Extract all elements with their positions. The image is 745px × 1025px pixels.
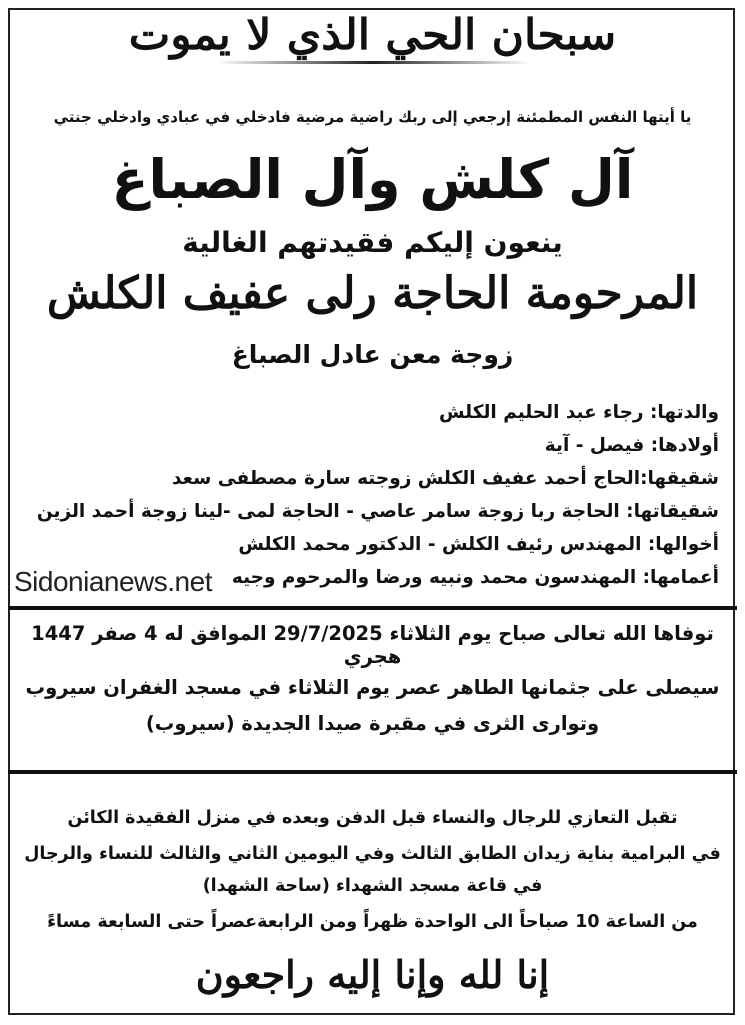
header-calligraphy: سبحان الحي الذي لا يموت [0, 10, 745, 64]
divider-top [8, 606, 737, 610]
relatives-list [14, 396, 719, 594]
prayer-line-1: سيصلى على جثمانها الطاهر عصر يوم الثلاثاء في مسجد الغفران سيروب [25, 676, 720, 699]
relative-brother: شقيقها:الحاج أحمد عفيف الكلش زوجته سارة مصطفى سعد [172, 468, 719, 489]
mourn-line: ينعون إليكم فقيدتهم الغالية [182, 226, 563, 259]
closing-verse: إنا لله وإنا إليه راجعون [195, 952, 550, 997]
relative-children: أولادها: فيصل - آية [544, 435, 719, 456]
condolence-line-1: تقبل التعازي للرجال والنساء قبل الدفن وبعده في منزل الفقيدة الكائن [67, 808, 678, 828]
relative-mother: والدتها: رجاء عبد الحليم الكلش [439, 402, 719, 423]
watermark: Sidonianews.net [14, 566, 212, 597]
relative-paternal-uncles: أعمامها: المهندسون محمد ونبيه ورضا والمرحوم وجيه [231, 567, 719, 588]
prayer-line-2: وتوارى الثرى في مقبرة صيدا الجديدة (سيروب) [145, 712, 600, 735]
family-names: آل كلش وآل الصباغ [111, 148, 634, 211]
quran-verse: يا أيتها النفس المطمئنة إرجعي إلى ربك راضية مرضية فادخلي في عبادي وادخلي جنتي [53, 108, 692, 126]
spouse-line: زوجة معن عادل الصباغ [231, 340, 514, 369]
condolence-line-4: من الساعة 10 صباحاً الى الواحدة ظهراً ومن الرابعةعصراً حتى السابعة مساءً [47, 912, 698, 932]
relative-sisters: شقيقاتها: الحاجة ربا زوجة سامر عاصي - الحاجة لمى -لينا زوجة أحمد الزين [36, 501, 719, 522]
death-line: توفاها الله تعالى صباح يوم الثلاثاء 29/7/2025 الموافق له 4 صفر 1447 هجري [31, 622, 714, 668]
condolence-line-2: في البرامية بناية زيدان الطابق الثالث وفي اليومين الثاني والثالث للنساء والرجال [24, 844, 721, 864]
relative-maternal-uncles: أخوالها: المهندس رئيف الكلش - الدكتور محمد الكلش [238, 534, 719, 555]
divider-bottom [8, 770, 737, 774]
deceased-name: المرحومة الحاجة رلى عفيف الكلش [46, 268, 699, 319]
condolence-line-3: في قاعة مسجد الشهداء (ساحة الشهدا) [202, 876, 543, 896]
